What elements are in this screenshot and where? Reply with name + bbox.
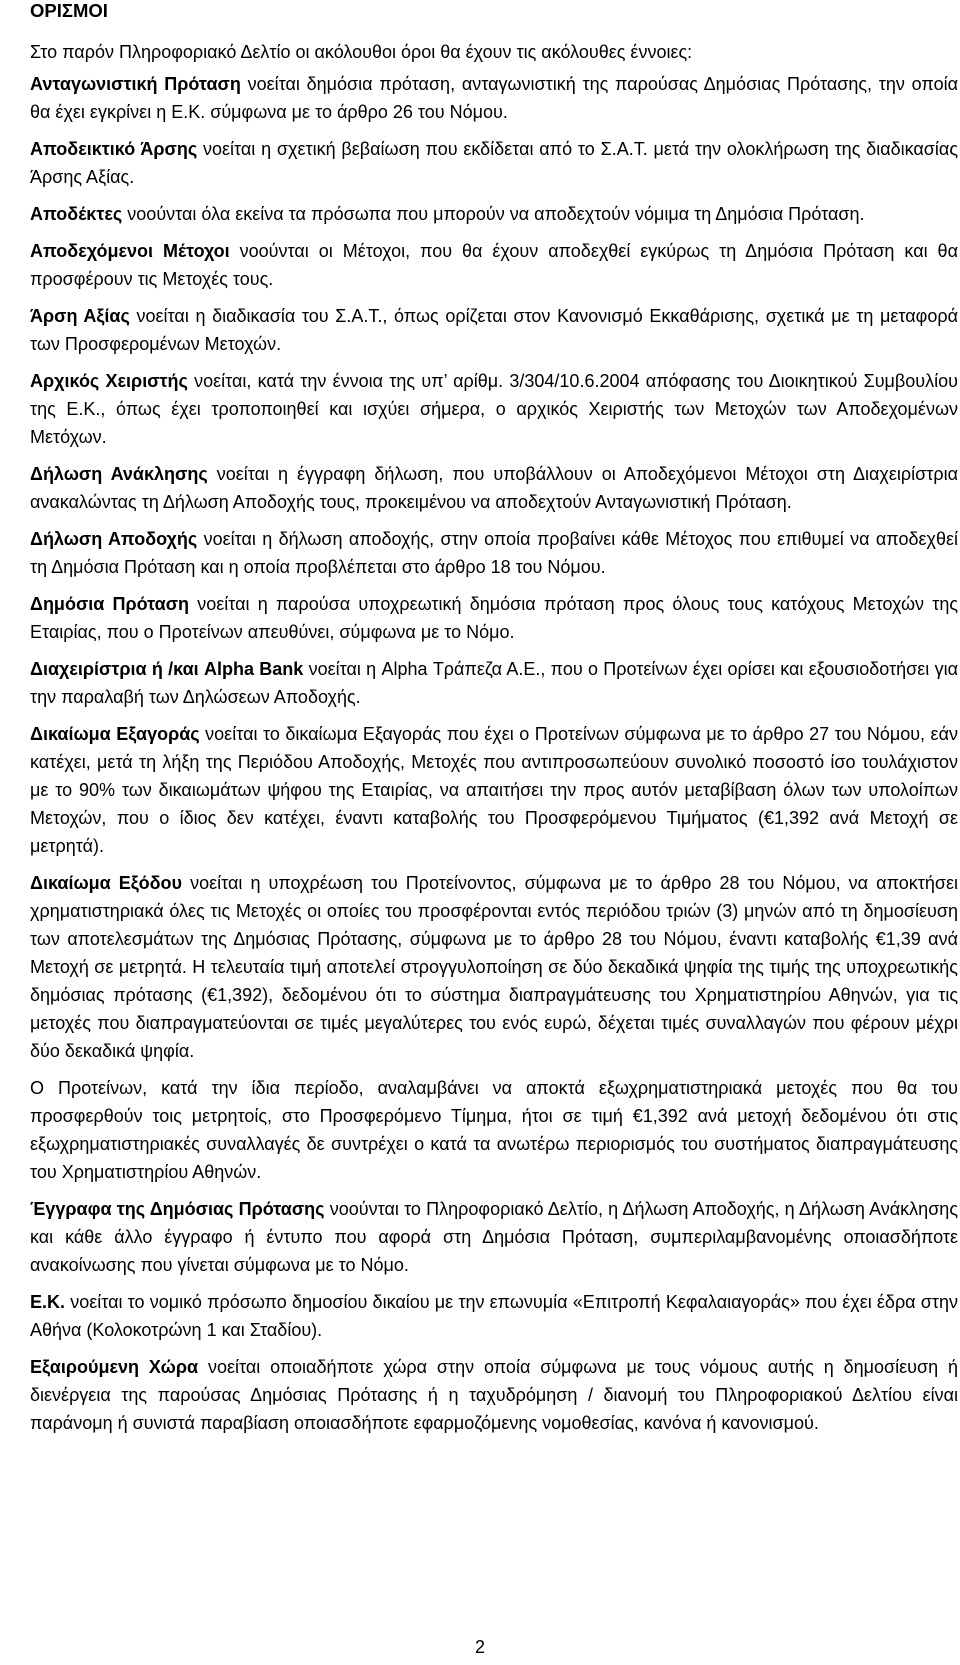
definition-term: Αποδεικτικό Άρσης xyxy=(30,139,198,159)
intro-paragraph: Στο παρόν Πληροφοριακό Δελτίο οι ακόλουθοι όροι θα έχουν τις ακόλουθες έννοιες: xyxy=(30,42,693,62)
definition-text: νοείται το δικαίωμα Εξαγοράς που έχει ο Προτείνων σύμφωνα με το άρθρο 27 του Νόμου, εάν κατέχει, μετά τη λήξη της Περιόδου Αποδοχής, Μετοχές που αντιπροσωπεύουν συνολικό ποσοστό ίσο τουλάχιστον με το 90% των δικαιωμάτων ψήφου της Εταιρίας, να απαιτήσει την προς αυτόν μεταβίβαση όλων των υπολοίπων Μετοχών, που ο ίδιος δεν κατέχει, έναντι καταβολής του Προσφερόμενου Τιμήματος (€1,392 ανά Μετοχή σε μετρητά). xyxy=(30,724,958,856)
page-number: 2 xyxy=(474,1637,485,1657)
definition-term: Δικαίωμα Εξαγοράς xyxy=(30,724,200,744)
definition-paragraph xyxy=(30,302,958,358)
definition-term: Δήλωση Αποδοχής xyxy=(30,529,198,549)
definition-term: Άρση Αξίας xyxy=(30,306,130,326)
definition-text: νοείται δημόσια πρόταση, ανταγωνιστική της παρούσας Δημόσιας Πρότασης, την οποία θα έχει εγκρίνει η Ε.Κ. σύμφωνα με το άρθρο 26 του Νόμου. xyxy=(30,74,958,122)
definition-text: νοείται η σχετική βεβαίωση που εκδίδεται από το Σ.Α.Τ. μετά την ολοκλήρωση της διαδικασίας Άρσης Αξίας. xyxy=(30,139,958,187)
definition-paragraph xyxy=(30,367,958,451)
definition-text: νοείται το νομικό πρόσωπο δημοσίου δικαίου με την επωνυμία «Επιτροπή Κεφαλαιαγοράς» που έχει έδρα στην Αθήνα (Κολοκοτρώνη 1 και Σταδίου). xyxy=(30,1292,958,1340)
definition-paragraph xyxy=(30,237,958,293)
definition-text: νοείται η Alpha Τράπεζα Α.Ε., που ο Προτείνων έχει ορίσει και εξουσιοδοτήσει για την παραλαβή των Δηλώσεων Αποδοχής. xyxy=(30,659,958,707)
definition-term: Ανταγωνιστική Πρόταση xyxy=(30,74,241,94)
definition-paragraph xyxy=(30,655,958,711)
definition-term: Διαχειρίστρια ή /και Alpha Bank xyxy=(30,659,304,679)
definition-text: νοείται οποιαδήποτε χώρα στην οποία σύμφωνα με τους νόμους αυτής η δημοσίευση ή διενέργεια της παρούσας Δημόσιας Πρότασης ή η ταχυδρόμηση / διανομή του Πληροφοριακού Δελτίου είναι παράνομη ή συνιστά παραβίαση οποιασδήποτε εφαρμοζόμενης νομοθεσίας, κανόνα ή κανονισμού. xyxy=(30,1357,958,1433)
definition-paragraph xyxy=(30,460,958,516)
definition-term: Δήλωση Ανάκλησης xyxy=(30,464,208,484)
definition-paragraph xyxy=(30,135,958,191)
definition-paragraph xyxy=(30,70,958,126)
definition-paragraph xyxy=(30,1288,958,1344)
definition-term: Έγγραφα της Δημόσιας Πρότασης xyxy=(30,1199,325,1219)
definition-text: νοείται η διαδικασία του Σ.Α.Τ., όπως ορίζεται στον Κανονισμό Εκκαθάρισης, σχετικά με τη μεταφορά των Προσφερομένων Μετοχών. xyxy=(30,306,959,354)
definition-term: Αποδέκτες xyxy=(30,204,123,224)
definition-paragraph xyxy=(30,590,958,646)
definition-text: νοείται η δήλωση αποδοχής, στην οποία προβαίνει κάθε Μέτοχος που επιθυμεί να αποδεχθεί τη Δημόσια Πρόταση και η οποία προβλέπεται στο άρθρο 18 του Νόμου. xyxy=(30,529,959,577)
definition-paragraph xyxy=(30,1195,958,1279)
definition-text: νοείται η υποχρέωση του Προτείνοντος, σύμφωνα με το άρθρο 28 του Νόμου, να αποκτήσει χρηματιστηριακά όλες τις Μετοχές οι οποίες του προσφέρονται εντός περιόδου τριών (3) μηνών από τη δημοσίευση των αποτελεσμάτων της Δημόσιας Πρότασης, σύμφωνα με το άρθρο 28 του Νόμου, έναντι καταβολής €1,39 ανά Μετοχή σε μετρητά. Η τελευταία τιμή αποτελεί στρογγυλοποίηση σε δύο δεκαδικά ψηφία της τιμής της υποχρεωτικής δημόσιας πρότασης (€1,392), δεδομένου ότι το σύστημα διαπραγμάτευσης του Χρηματιστηρίου Αθηνών, για τις μετοχές που διαπραγματεύονται σε τιμές μεγαλύτερες του ενός ευρώ, δέχεται τιμές συναλλαγών που φέρουν μέχρι δύο δεκαδικά ψηφία. xyxy=(30,873,958,1061)
definition-term: Δημόσια Πρόταση xyxy=(30,594,190,614)
definition-text: νοούνται οι Μέτοχοι, που θα έχουν αποδεχθεί εγκύρως τη Δημόσια Πρόταση και θα προσφέρουν τις Μετοχές τους. xyxy=(30,241,958,289)
definition-text: νοούνται όλα εκείνα τα πρόσωπα που μπορούν να αποδεχτούν νόμιμα τη Δημόσια Πρόταση. xyxy=(122,204,865,224)
document-page xyxy=(30,0,958,1437)
definition-term: Ε.Κ. xyxy=(30,1292,66,1312)
definition-paragraph xyxy=(30,869,958,1065)
body-paragraph xyxy=(30,1074,958,1186)
definition-paragraph xyxy=(30,720,958,860)
definition-text: νοείται η παρούσα υποχρεωτική δημόσια πρόταση προς όλους τους κατόχους Μετοχών της Εταιρίας, που ο Προτείνων απευθύνει, σύμφωνα με το Νόμο. xyxy=(30,594,959,642)
definition-text: νοείται η έγγραφη δήλωση, που υποβάλλουν οι Αποδεχόμενοι Μέτοχοι στη Διαχειρίστρια ανακαλώντας τη Δήλωση Αποδοχής τους, προκειμένου να αποδεχτούν Ανταγωνιστική Πρόταση. xyxy=(30,464,958,512)
definition-paragraph xyxy=(30,525,958,581)
paragraph-text: Ο Προτείνων, κατά την ίδια περίοδο, αναλαμβάνει να αποκτά εξωχρηματιστηριακά μετοχές που θα του προσφερθούν τοις μετρητοίς, στο Προσφερόμενο Τίμημα, ήτοι σε τιμή €1,392 ανά μετοχή δεδομένου ότι στις εξωχρηματιστηριακές συναλλαγές δε συντρέχει ο κατά τα ανωτέρω περιορισμός του συστήματος διαπραγμάτευσης του Χρηματιστηρίου Αθηνών. xyxy=(30,1078,958,1182)
definition-paragraph xyxy=(30,200,958,228)
definition-text: νοούνται το Πληροφοριακό Δελτίο, η Δήλωση Αποδοχής, η Δήλωση Ανάκλησης και κάθε άλλο έγγραφο ή έντυπο που αφορά στη Δημόσια Πρόταση, συμπεριλαμβανομένης οποιασδήποτε ανακοίνωσης που γίνεται σύμφωνα με το Νόμο. xyxy=(30,1199,958,1275)
definition-term: Εξαιρούμενη Χώρα xyxy=(30,1357,199,1377)
definition-term: Δικαίωμα Εξόδου xyxy=(30,873,182,893)
definition-term: Αρχικός Χειριστής xyxy=(30,371,188,391)
definition-text: νοείται, κατά την έννοια της υπ’ αρίθμ. 3/304/10.6.2004 απόφασης του Διοικητικού Συμβουλίου της Ε.Κ., όπως έχει τροποποιηθεί και ισχύει σήμερα, ο αρχικός Χειριστής των Μετοχών των Αποδεχομένων Μετόχων. xyxy=(30,371,958,447)
section-heading: ΟΡΙΣΜΟΙ xyxy=(30,0,108,21)
definition-term: Αποδεχόμενοι Μέτοχοι xyxy=(30,241,230,261)
definition-paragraph xyxy=(30,1353,958,1437)
